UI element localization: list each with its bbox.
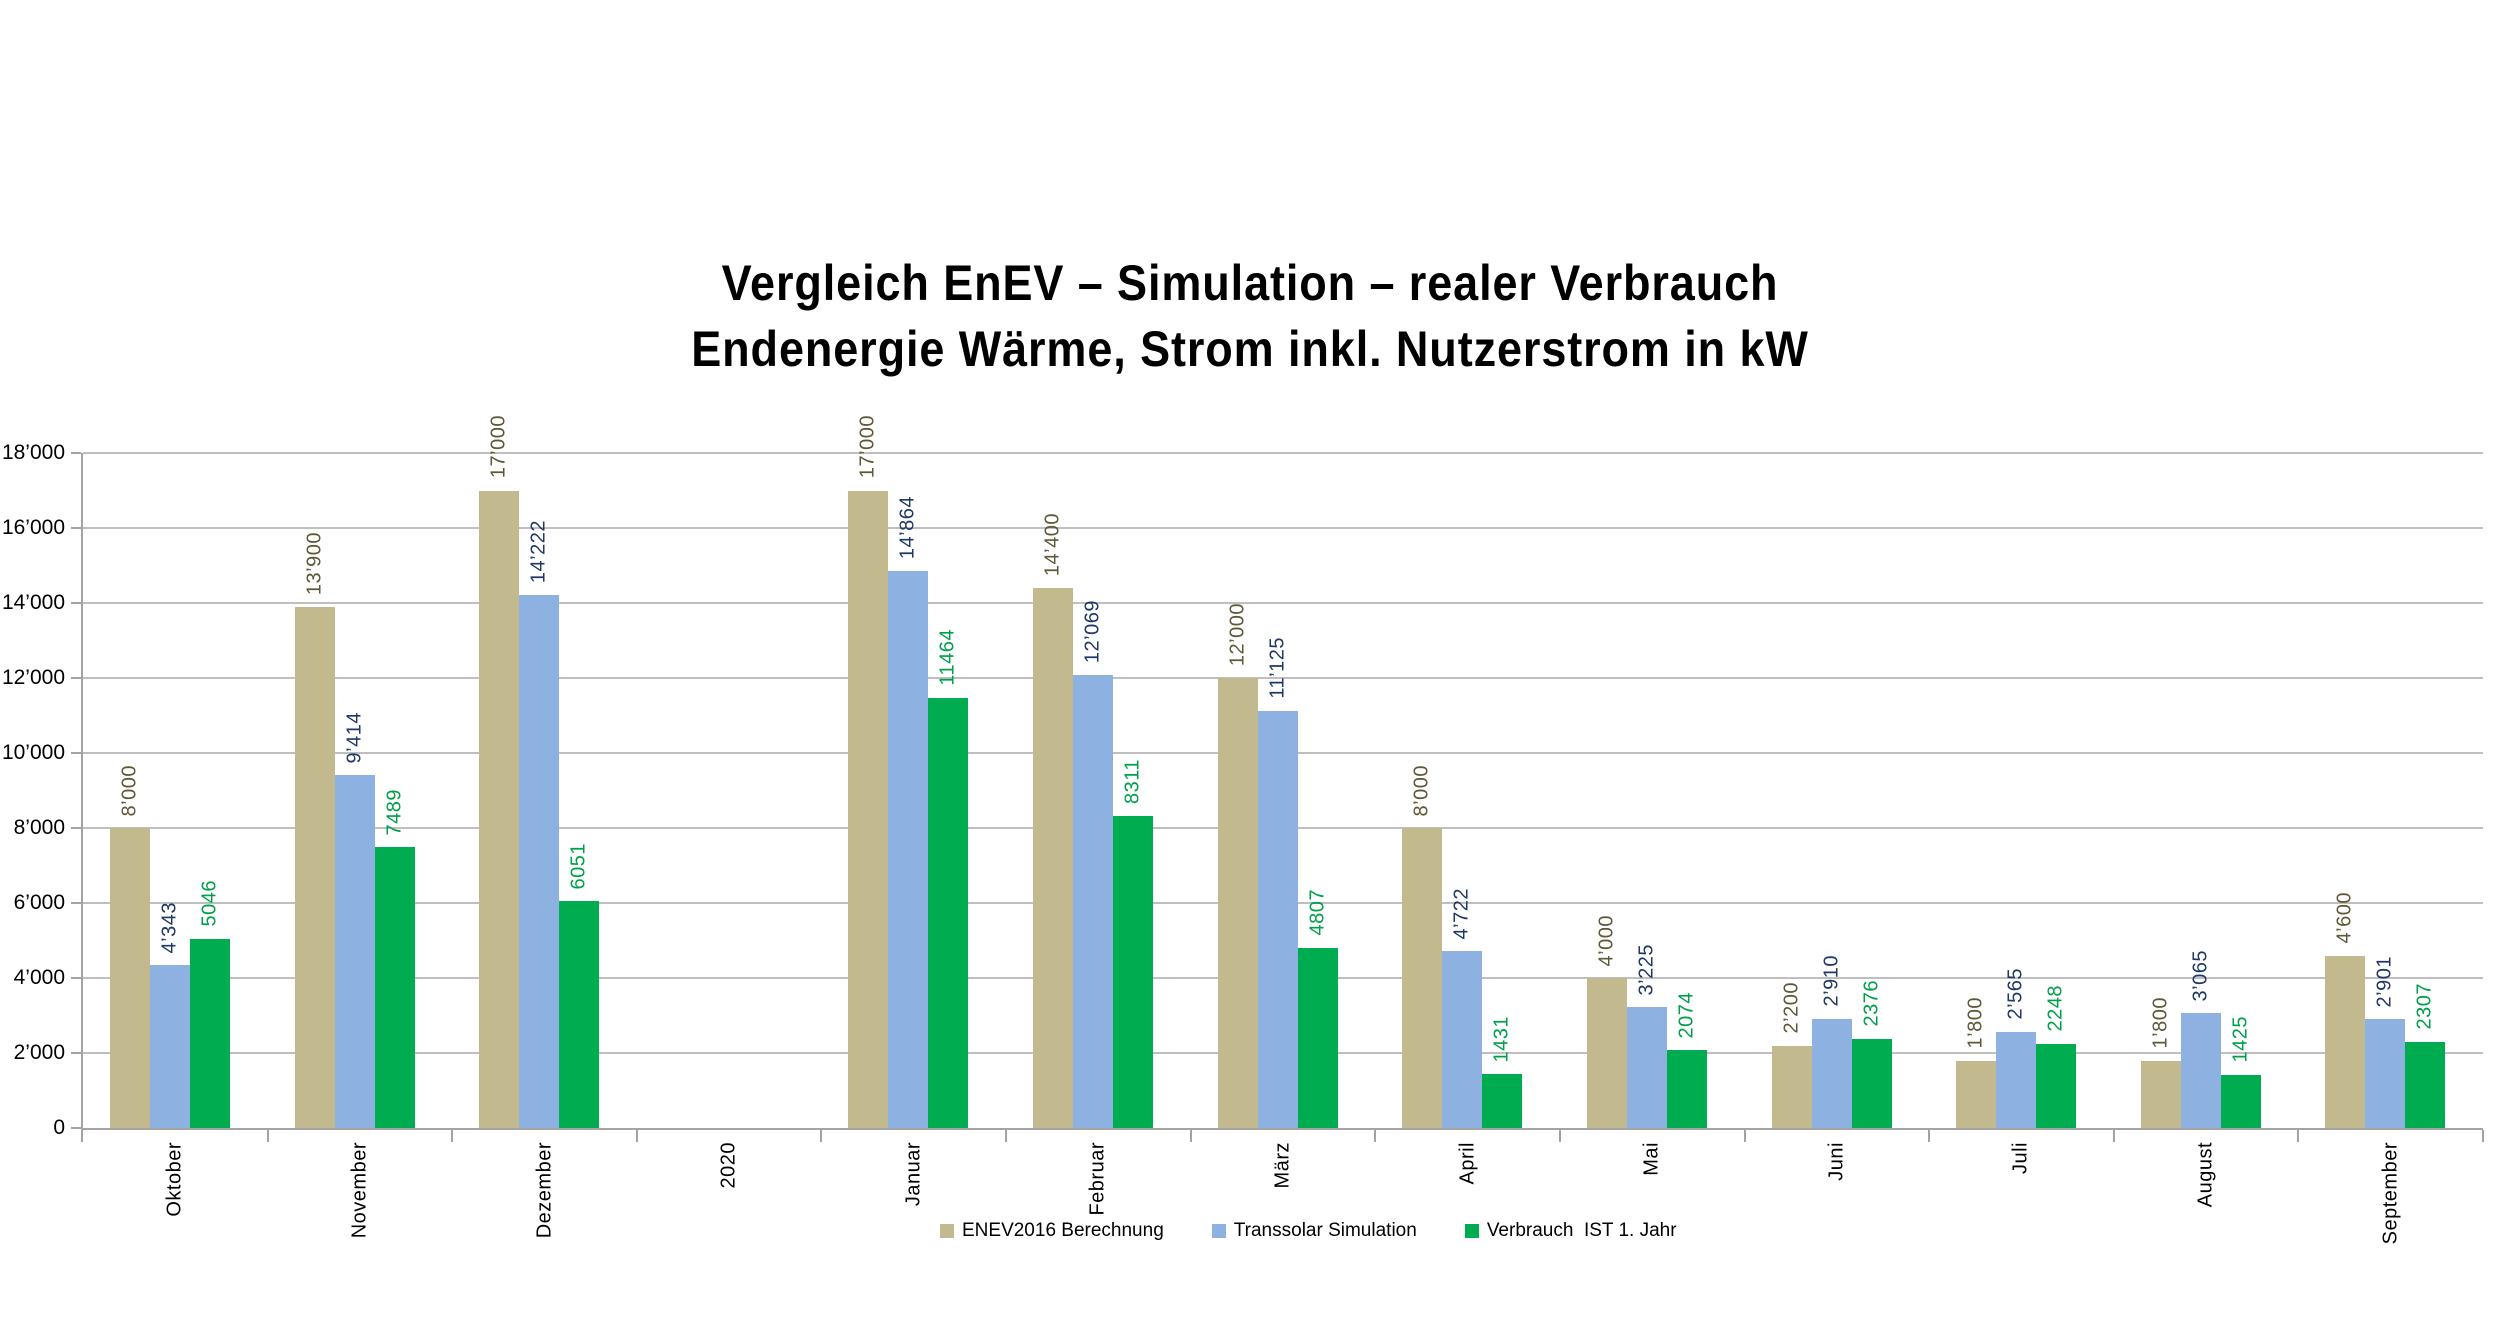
x-axis-tick: [2482, 1130, 2484, 1142]
gridline: [83, 602, 2483, 604]
y-axis-tick: [71, 452, 81, 454]
value-label-enev2016-berechnung-september: 4’600: [2333, 892, 2356, 944]
x-axis-label-november: November: [348, 1142, 371, 1239]
bar-transsolar-simulation-august: [2181, 1013, 2221, 1128]
value-label-enev2016-berechnung-dezember: 17’000: [487, 415, 510, 479]
y-axis-label: 8’000: [13, 816, 65, 839]
value-label-verbrauch-ist-1-jahr-august: 1425: [2229, 1016, 2252, 1063]
chart-title-line1: Vergleich EnEV – Simulation – realer Verbrauch: [721, 255, 1779, 311]
bar-enev2016-berechnung-november: [295, 607, 335, 1128]
y-axis-tick: [71, 1127, 81, 1129]
value-label-enev2016-berechnung-mai: 4’000: [1595, 914, 1618, 966]
x-axis-tick: [1744, 1130, 1746, 1142]
value-label-verbrauch-ist-1-jahr-januar: 11464: [936, 629, 959, 687]
bar-enev2016-berechnung-juni: [1772, 1046, 1812, 1129]
y-axis-label: 2’000: [13, 1041, 65, 1064]
legend-item-transsolar-simulation: [1212, 1220, 1417, 1242]
bar-verbrauch-ist-1-jahr-september: [2405, 1042, 2445, 1129]
y-axis-tick: [71, 902, 81, 904]
bar-verbrauch-ist-1-jahr-august: [2221, 1075, 2261, 1128]
x-axis-label-januar: Januar: [902, 1142, 925, 1207]
legend-item-verbrauch-ist-1-jahr: [1465, 1220, 1677, 1242]
bar-transsolar-simulation-januar: [888, 571, 928, 1128]
y-axis-label: 4’000: [13, 966, 65, 989]
y-axis-line: [81, 453, 83, 1130]
value-label-verbrauch-ist-1-jahr-februar: 8311: [1121, 759, 1144, 805]
value-label-verbrauch-ist-1-jahr-juni: 2376: [1860, 980, 1883, 1027]
legend-swatch-enev2016-berechnung: [940, 1224, 954, 1238]
value-label-verbrauch-ist-1-jahr-september: 2307: [2413, 983, 2436, 1030]
value-label-enev2016-berechnung-oktober: 8’000: [118, 764, 141, 816]
x-axis-label-dezember: Dezember: [533, 1142, 556, 1239]
value-label-transsolar-simulation-oktober: 4’343: [158, 901, 181, 954]
bar-transsolar-simulation-märz: [1258, 711, 1298, 1128]
gridline: [83, 527, 2483, 529]
x-axis-label-juli: Juli: [2009, 1142, 2032, 1175]
value-label-enev2016-berechnung-april: 8’000: [1410, 764, 1433, 816]
bar-enev2016-berechnung-märz: [1218, 678, 1258, 1128]
value-label-transsolar-simulation-november: 9’414: [343, 711, 366, 763]
legend-item-enev2016-berechnung: [940, 1220, 1164, 1242]
legend-swatch-transsolar-simulation: [1212, 1224, 1226, 1238]
bar-verbrauch-ist-1-jahr-oktober: [190, 939, 230, 1128]
value-label-verbrauch-ist-1-jahr-juli: 2248: [2044, 985, 2067, 1032]
bar-enev2016-berechnung-april: [1402, 828, 1442, 1128]
x-axis-label-september: September: [2379, 1142, 2402, 1245]
x-axis-line: [81, 1128, 2483, 1130]
x-axis-tick: [636, 1130, 638, 1142]
x-axis-tick: [2113, 1130, 2115, 1142]
y-axis-tick: [71, 602, 81, 604]
x-axis-tick: [1190, 1130, 1192, 1142]
y-axis-tick: [71, 527, 81, 529]
legend: [940, 1220, 1677, 1242]
gridline: [83, 452, 2483, 454]
x-axis-label-februar: Februar: [1086, 1142, 1109, 1216]
value-label-enev2016-berechnung-juni: 2’200: [1780, 982, 1803, 1034]
value-label-enev2016-berechnung-märz: 12’000: [1226, 602, 1249, 666]
legend-swatch-verbrauch-ist-1-jahr: [1465, 1224, 1479, 1238]
value-label-transsolar-simulation-märz: 11’125: [1266, 637, 1289, 699]
value-label-transsolar-simulation-dezember: 14’222: [527, 519, 550, 583]
bar-verbrauch-ist-1-jahr-dezember: [559, 901, 599, 1128]
bar-verbrauch-ist-1-jahr-april: [1482, 1074, 1522, 1128]
bar-enev2016-berechnung-oktober: [110, 828, 150, 1128]
x-axis-tick: [81, 1130, 83, 1142]
x-axis-label-mai: Mai: [1640, 1142, 1663, 1176]
chart-title: [0, 250, 2500, 382]
y-axis-tick: [71, 752, 81, 754]
value-label-enev2016-berechnung-august: 1’800: [2149, 997, 2172, 1049]
bar-transsolar-simulation-dezember: [519, 595, 559, 1128]
y-axis-label: 16’000: [1, 516, 65, 539]
y-axis-tick: [71, 977, 81, 979]
bar-transsolar-simulation-mai: [1627, 1007, 1667, 1128]
bar-verbrauch-ist-1-jahr-juni: [1852, 1039, 1892, 1128]
value-label-transsolar-simulation-juli: 2’565: [2004, 968, 2027, 1020]
legend-label-transsolar-simulation: Transsolar Simulation: [1233, 1220, 1417, 1241]
x-axis-label-märz: März: [1271, 1142, 1294, 1189]
bar-transsolar-simulation-juli: [1996, 1032, 2036, 1128]
value-label-transsolar-simulation-januar: 14’864: [896, 495, 919, 559]
bar-enev2016-berechnung-februar: [1033, 588, 1073, 1128]
value-label-verbrauch-ist-1-jahr-oktober: 5046: [198, 880, 221, 927]
bar-transsolar-simulation-april: [1442, 951, 1482, 1128]
y-axis-tick: [71, 677, 81, 679]
bar-verbrauch-ist-1-jahr-juli: [2036, 1044, 2076, 1128]
bar-transsolar-simulation-juni: [1812, 1019, 1852, 1128]
y-axis-label: 14’000: [1, 591, 65, 614]
chart-title-line2: Endenergie Wärme, Strom inkl. Nutzerstrom in kW: [691, 321, 1809, 377]
value-label-enev2016-berechnung-februar: 14’400: [1041, 512, 1064, 576]
bar-verbrauch-ist-1-jahr-januar: [928, 698, 968, 1128]
value-label-transsolar-simulation-juni: 2’910: [1820, 955, 1843, 1007]
y-axis-label: 0: [53, 1116, 65, 1139]
bar-verbrauch-ist-1-jahr-februar: [1113, 816, 1153, 1128]
bar-verbrauch-ist-1-jahr-november: [375, 847, 415, 1128]
x-axis-tick: [1005, 1130, 1007, 1142]
bar-enev2016-berechnung-september: [2325, 956, 2365, 1129]
y-axis-label: 10’000: [1, 741, 65, 764]
bar-verbrauch-ist-1-jahr-mai: [1667, 1050, 1707, 1128]
value-label-verbrauch-ist-1-jahr-märz: 4807: [1306, 889, 1329, 936]
bar-transsolar-simulation-oktober: [150, 965, 190, 1128]
bar-enev2016-berechnung-mai: [1587, 978, 1627, 1128]
y-axis-label: 12’000: [1, 666, 65, 689]
x-axis-label-august: August: [2194, 1142, 2217, 1208]
y-axis-label: 18’000: [1, 441, 65, 464]
bar-transsolar-simulation-november: [335, 775, 375, 1128]
legend-label-verbrauch-ist-1-jahr: Verbrauch IST 1. Jahr: [1486, 1220, 1677, 1241]
bar-transsolar-simulation-februar: [1073, 675, 1113, 1128]
value-label-transsolar-simulation-april: 4’722: [1450, 887, 1473, 939]
x-axis-label-2020: 2020: [717, 1142, 740, 1189]
bar-enev2016-berechnung-dezember: [479, 491, 519, 1129]
bar-verbrauch-ist-1-jahr-märz: [1298, 948, 1338, 1128]
value-label-verbrauch-ist-1-jahr-april: 1431: [1490, 1015, 1513, 1063]
value-label-transsolar-simulation-februar: 12’069: [1081, 600, 1104, 664]
y-axis-label: 6’000: [13, 891, 65, 914]
x-axis-tick: [267, 1130, 269, 1142]
value-label-enev2016-berechnung-november: 13’900: [303, 531, 326, 595]
bar-enev2016-berechnung-juli: [1956, 1061, 1996, 1129]
x-axis-label-juni: Juni: [1825, 1142, 1848, 1181]
bar-transsolar-simulation-september: [2365, 1019, 2405, 1128]
x-axis-tick: [1928, 1130, 1930, 1142]
value-label-transsolar-simulation-september: 2’901: [2373, 955, 2396, 1008]
x-axis-tick: [2297, 1130, 2299, 1142]
x-axis-tick: [451, 1130, 453, 1142]
x-axis-tick: [820, 1130, 822, 1142]
bar-enev2016-berechnung-august: [2141, 1061, 2181, 1129]
bar-enev2016-berechnung-januar: [848, 491, 888, 1129]
x-axis-label-april: April: [1456, 1142, 1479, 1185]
value-label-transsolar-simulation-mai: 3’225: [1635, 943, 1658, 996]
value-label-enev2016-berechnung-juli: 1’800: [1964, 997, 1987, 1049]
x-axis-label-oktober: Oktober: [163, 1142, 186, 1217]
value-label-verbrauch-ist-1-jahr-mai: 2074: [1675, 991, 1698, 1039]
x-axis-tick: [1559, 1130, 1561, 1142]
value-label-transsolar-simulation-august: 3’065: [2189, 949, 2212, 1002]
x-axis-tick: [1374, 1130, 1376, 1142]
value-label-enev2016-berechnung-januar: 17’000: [856, 415, 879, 479]
y-axis-tick: [71, 827, 81, 829]
legend-label-enev2016-berechnung: ENEV2016 Berechnung: [962, 1220, 1164, 1241]
value-label-verbrauch-ist-1-jahr-dezember: 6051: [567, 842, 590, 890]
value-label-verbrauch-ist-1-jahr-november: 7489: [383, 788, 406, 836]
y-axis-tick: [71, 1052, 81, 1054]
